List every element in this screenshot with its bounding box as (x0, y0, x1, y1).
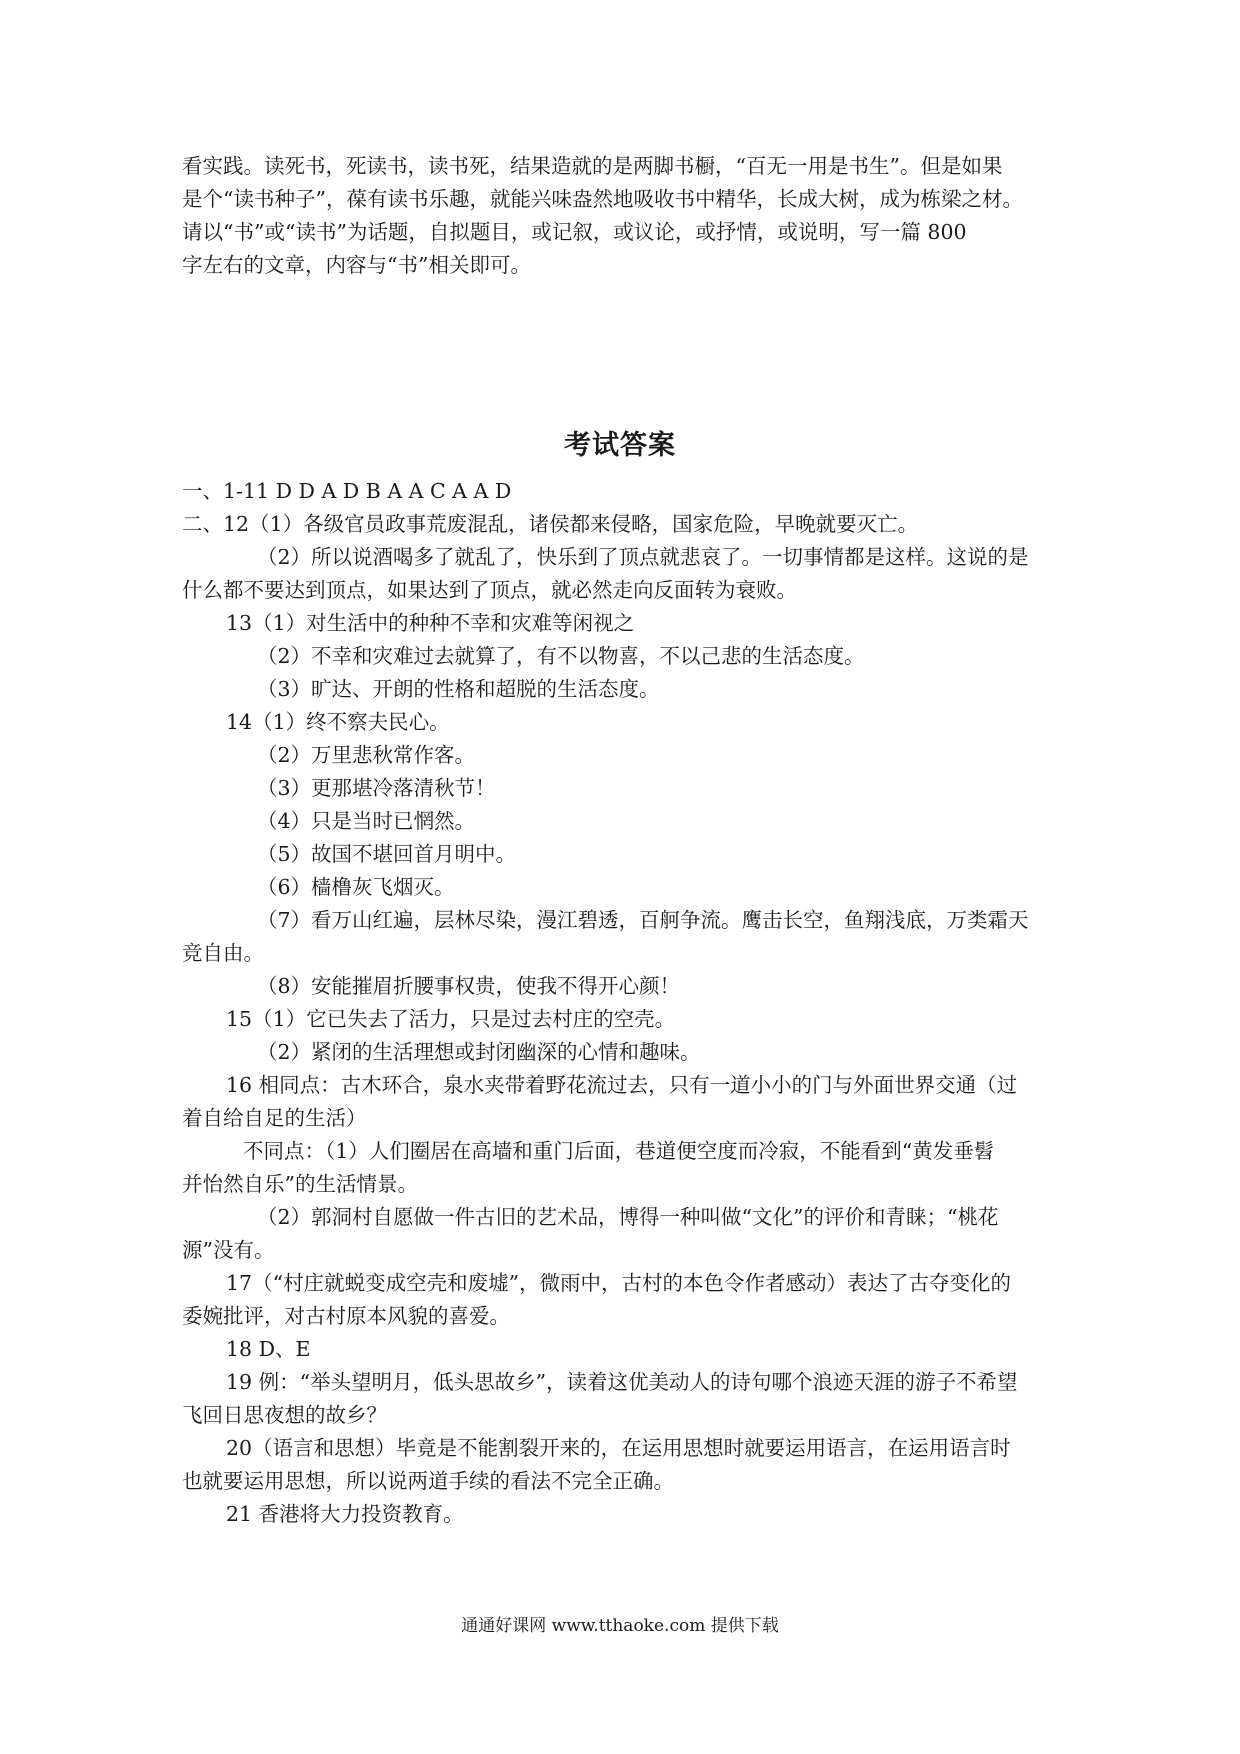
essay-prompt (182, 150, 1062, 282)
answer-line: 不同点：（1）人们圈居在高墙和重门后面，巷道便空度而冷寂，不能看到“黄发垂髫 (243, 1139, 995, 1163)
answer-line: 委婉批评，对古村原本风貌的喜爱。 (182, 1304, 510, 1328)
prompt-line: 是个“读书种子”，葆有读书乐趣，就能兴味盎然地吸收书中精华，长成大树，成为栋梁之材。 (182, 187, 1023, 211)
answer-line: 21 香港将大力投资教育。 (226, 1502, 464, 1526)
answer-line: 二、12（1）各级官员政事荒废混乱，诸侯都来侵略，国家危险，早晚就要灭亡。 (182, 512, 919, 536)
answer-line: 也就要运用思想，所以说两道手续的看法不完全正确。 (182, 1469, 674, 1493)
answer-line: （4）只是当时已惘然。 (257, 809, 476, 833)
answer-line: 一、1-11 D D A D B A A C A A D (182, 479, 512, 503)
answer-line: （7）看万山红遍，层林尽染，漫江碧透，百舸争流。鹰击长空，鱼翔浅底，万类霜天 (257, 908, 1029, 932)
prompt-line: 看实践。读死书，死读书，读书死，结果造就的是两脚书橱，“百无一用是书生”。但是如果 (182, 154, 1003, 178)
answer-line: （2）紧闭的生活理想或封闭幽深的心情和趣味。 (257, 1040, 701, 1064)
answer-line: 源”没有。 (182, 1238, 275, 1262)
footer-credit: 通通好课网 www.tthaoke.com 提供下载 (461, 1616, 779, 1636)
answer-line: 14（1）终不察夫民心。 (226, 710, 450, 734)
answer-line: 17（“村庄就蜕变成空壳和废墟”，微雨中，古村的本色令作者感动）表达了古夺变化的 (226, 1271, 1012, 1295)
answer-line: 16 相同点：古木环合，泉水夹带着野花流过去，只有一道小小的门与外面世界交通（过 (226, 1073, 1018, 1097)
answer-line: （3）更那堪冷落清秋节！ (257, 776, 496, 800)
answer-line: （2）郭洞村自愿做一件古旧的艺术品，博得一种叫做“文化”的评价和青睐；“桃花 (257, 1205, 999, 1229)
answer-line: 竞自由。 (182, 941, 264, 965)
answer-line: （3）旷达、开朗的性格和超脱的生活态度。 (257, 677, 660, 701)
answer-line: 什么都不要达到顶点，如果达到了顶点，就必然走向反面转为衰败。 (182, 578, 797, 602)
answer-line: （2）所以说酒喝多了就乱了，快乐到了顶点就悲哀了。一切事情都是这样。这说的是 (257, 545, 1029, 569)
answer-line: （8）安能摧眉折腰事权贵，使我不得开心颜！ (257, 974, 681, 998)
answer-line: 并怡然自乐”的生活情景。 (182, 1172, 418, 1196)
answer-list (182, 475, 1062, 1531)
answer-line: （6）樯橹灰飞烟灭。 (257, 875, 455, 899)
answer-line: 18 D、E (226, 1337, 311, 1361)
answer-title: 考试答案 (564, 430, 676, 461)
answer-line: 20（语言和思想）毕竟是不能割裂开来的，在运用思想时就要运用语言，在运用语言时 (226, 1436, 1011, 1460)
answer-line: （2）万里悲秋常作客。 (257, 743, 476, 767)
answer-line: （5）故国不堪回首月明中。 (257, 842, 517, 866)
answer-line: 13（1）对生活中的种种不幸和灾难等闲视之 (226, 611, 635, 635)
answer-line: 19 例：“举头望明月，低头思故乡”，读着这优美动人的诗句哪个浪迹天涯的游子不希望 (226, 1370, 1018, 1394)
prompt-line: 请以“书”或“读书”为话题，自拟题目，或记叙，或议论，或抒情，或说明，写一篇 800 (182, 220, 967, 244)
answer-line: （2）不幸和灾难过去就算了，有不以物喜，不以己悲的生活态度。 (257, 644, 865, 668)
answer-line: 着自给自足的生活） (182, 1106, 367, 1130)
answer-line: 飞回日思夜想的故乡？ (182, 1403, 387, 1427)
prompt-line: 字左右的文章，内容与“书”相关即可。 (182, 253, 531, 277)
answer-line: 15（1）它已失去了活力，只是过去村庄的空壳。 (226, 1007, 676, 1031)
